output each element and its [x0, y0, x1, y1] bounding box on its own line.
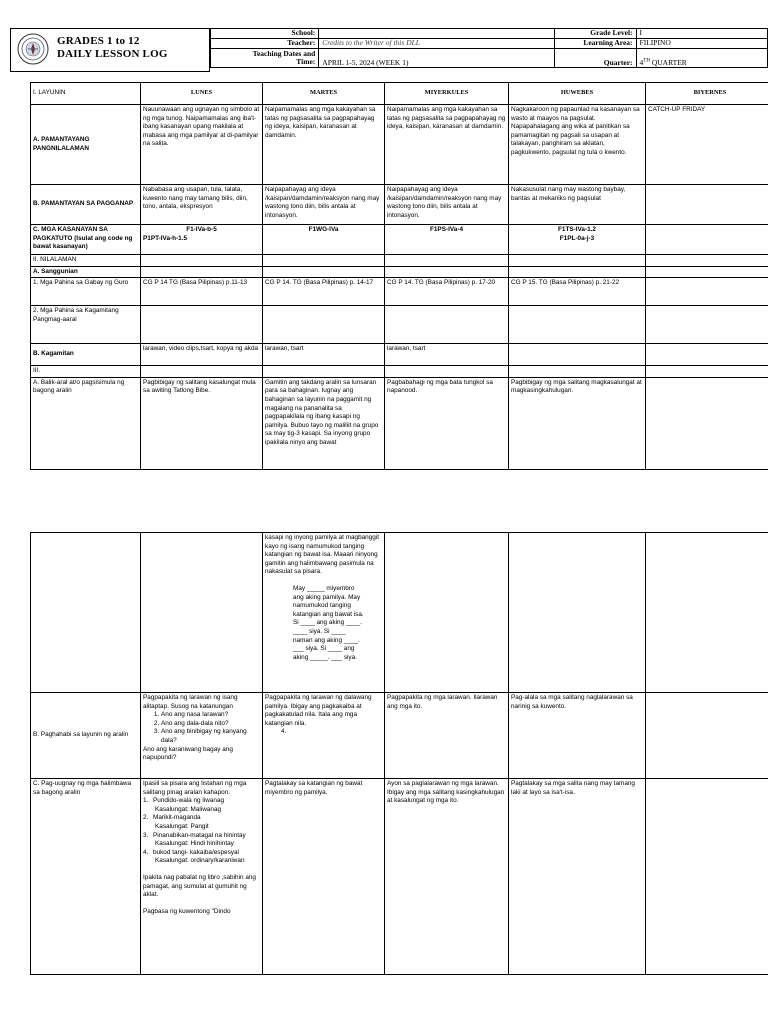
cell-pag-biyernes — [646, 185, 768, 225]
cell-cont-biyernes — [646, 533, 768, 693]
word-number: 3. — [143, 831, 149, 839]
word-number: 1. — [143, 797, 149, 805]
pag-uugnay-lunes-p2: Ipakita nag pabalat ng libro ,sabihin ang pamagat, ang sumulat at gumuhit ng aklat. — [143, 873, 256, 899]
day-lunes: LUNES — [141, 83, 263, 105]
cell-kpm-martes — [263, 306, 385, 344]
pag-uugnay-lunes-intro: Ipasiil sa pisara ang listahan ng mga salitang pinag aralan kahapon. — [143, 780, 247, 796]
cell-gabay-huwebes: CG P 15. TG (Basa Pilipinas) p. 21-22 — [509, 278, 646, 306]
cell-iii-biyernes — [646, 366, 768, 378]
cell-balik-biyernes — [646, 377, 768, 469]
word-opposite: Kasalungat: Maliwanag — [155, 805, 222, 813]
cell-cont-lunes — [141, 533, 263, 693]
fill-line: naman ang aking ____. — [293, 636, 360, 644]
cell-pam-biyernes: CATCH-UP FRIDAY — [646, 105, 768, 185]
cell-kag-martes: larawan, tsart — [263, 344, 385, 366]
cell-nil-huwebes — [509, 255, 646, 267]
balik-aral-label: A. Balik-aral at/o pagsisimula ng bagong aralin — [31, 377, 141, 469]
cell-kpm-lunes — [141, 306, 263, 344]
pamantayan-sa-pagganap-label: B. PAMANTAYAN SA PAGGANAP — [31, 185, 141, 225]
learning-area-label: Learning Area: — [554, 39, 636, 49]
kagamitan-label: B. Kagamitan — [31, 344, 141, 366]
cell-kpm-biyernes — [646, 306, 768, 344]
fill-in-template — [265, 585, 382, 662]
teacher-label: Teacher: — [211, 39, 319, 49]
day-biyernes: BIYERNES — [646, 83, 768, 105]
quarter-suffix: TH — [643, 58, 650, 63]
fill-line: Si ____ ang aking ____. — [293, 619, 362, 627]
learning-area-value: FILIPINO — [636, 39, 767, 49]
cell-pag-uugnay-lunes — [141, 779, 263, 975]
cell-gabay-martes: CG P 14. TG (Basa Pilipinas) p. 14-17 — [263, 278, 385, 306]
cell-cont-martes — [263, 533, 385, 693]
fill-line: katangian ang bawat isa. — [293, 610, 364, 618]
fill-line: aking _____. ___ siya. — [293, 653, 357, 661]
cell-sang-miyerkules — [385, 266, 509, 278]
paghahabi-martes-num: 4. — [281, 728, 287, 736]
cell-pam-martes: Naipamamalas ang mga kakayahan sa tatas ng pagsasalita sa pagpapahayag ng ideya, kaisipan, karanasan at damdamin. — [263, 105, 385, 185]
paghahabi-lunes-end: Ano ang karaniwang bagay ang napupundi? — [143, 745, 233, 762]
cell-pam-miyerkules: Naipamamalas ang mga kakayahan sa tatas ng pagsasalita sa pagpapahayag ng ideya, kaisipan, karanasan at damdamin. — [385, 105, 509, 185]
day-martes: MARTES — [263, 83, 385, 105]
cell-paghahabi-lunes — [141, 693, 263, 779]
quarter-label: Quarter: — [554, 49, 636, 68]
cell-sang-lunes — [141, 266, 263, 278]
word-text: bukod tangi- kakaiba/espesyal — [153, 848, 239, 856]
cell-kpm-huwebes — [509, 306, 646, 344]
deped-seal-icon — [17, 33, 49, 65]
header-info-table — [210, 28, 768, 68]
title-line-1: GRADES 1 to 12 — [57, 35, 140, 47]
paghahabi-label: B. Paghahabi sa layunin ng aralin — [31, 693, 141, 779]
word-opposite: Kasalungat: ordinary/karaniwan — [155, 857, 245, 865]
cell-pag-huwebes: Nakasusulat nang may wastong baybay, bantas at mekaniks ng pagsulat — [509, 185, 646, 225]
cell-nil-miyerkules — [385, 255, 509, 267]
word-item — [143, 814, 260, 823]
cell-iii-miyerkules — [385, 366, 509, 378]
layunin-heading: I. LAYUNIN — [31, 83, 141, 105]
fill-line: ___ siya. Si ____ ang — [293, 645, 355, 653]
school-value — [319, 29, 555, 39]
pag-uugnay-lunes-p3: Pagbasa ng kuwentong "Dindo — [143, 907, 231, 915]
cell-nil-lunes — [141, 255, 263, 267]
cell-pag-uugnay-huwebes: Pagtalakay sa mga salita nang may tamang laki at layo sa isa't-isa. — [509, 779, 646, 975]
cell-pag-uugnay-martes: Pagtalakay sa katangian ng bawat miyembro ng pamilya. — [263, 779, 385, 975]
word-item — [143, 832, 260, 841]
cell-iii-martes — [263, 366, 385, 378]
teaching-dates-label — [211, 49, 319, 68]
cell-pag-martes: Naipapahayag ang ideya /kaisipan/damdamin/reaksyon nang may wastong tono diin, bilis antala at intonasyon. — [263, 185, 385, 225]
cell-nil-biyernes — [646, 255, 768, 267]
word-text: Marikit-maganda — [153, 814, 201, 822]
title-line-2: DAILY LESSON LOG — [57, 48, 168, 60]
nilalaman-label: II. NILALAMAN — [31, 255, 141, 267]
grade-level-label: Grade Level: — [554, 29, 636, 39]
cell-kag-miyerkules: larawan, tsart — [385, 344, 509, 366]
header — [10, 28, 768, 72]
cell-sang-biyernes — [646, 266, 768, 278]
cell-sang-martes — [263, 266, 385, 278]
word-text: Pinanabikan-matagal na hinintay — [153, 831, 246, 839]
paghahabi-lunes-intro: Pagpapakita ng larawan ng isang alitaptap. Susog na katanungan — [143, 694, 238, 710]
lesson-table-1 — [30, 82, 768, 470]
code-huwebes-1: F1TS-IVa-1.2 — [557, 226, 596, 233]
word-item — [143, 849, 260, 858]
cell-balik-lunes: Pagbibigay ng salitang kasalungat mula sa awiting Tatlong Bibe. — [141, 377, 263, 469]
word-list — [143, 797, 260, 866]
code-lunes-1: F1-IVa-b-5 — [186, 226, 217, 233]
pamantayang-pangnilalaman-label: A. PAMANTAYANG PANGNILALAMAN — [31, 105, 141, 185]
cell-kag-lunes: larawan, video clips,tsart, kopya ng akda — [141, 344, 263, 366]
word-item — [143, 797, 260, 806]
cell-gabay-miyerkules: CG P 14. TG (Basa Pilipinas) p. 17-20 — [385, 278, 509, 306]
cell-balik-huwebes: Pagbibigay ng mga salitang magkasalungat at magkasingkahulugan. — [509, 377, 646, 469]
cell-balik-miyerkules: Pagbabahagi ng mga bata tungkol sa napanood. — [385, 377, 509, 469]
school-label: School: — [211, 29, 319, 39]
martes-continuation-text: kasapi ng inyong pamilya at magbanggit kayo ng isang namumukod tanging katangian ng bawat isa. Maaari ninyong gamitin ang halimbawang pasimula na nakasulat sa pisara. — [265, 534, 380, 576]
quarter-value — [636, 49, 767, 68]
gabay-ng-guro-label: 1. Mga Pahina sa Gabay ng Guro — [31, 278, 141, 306]
day-huwebes: HUWEBES — [509, 83, 646, 105]
grade-level-value: I — [636, 29, 767, 39]
fill-line: ang aking pamilya. May — [293, 593, 361, 601]
code-lunes-2: P1PT-IVa-h-1.5 — [143, 234, 188, 242]
lesson-table-2 — [30, 532, 768, 975]
question-item: 1. Ano ang nasa larawan? — [161, 711, 260, 720]
teaching-dates-label-2: Time: — [296, 57, 316, 66]
word-opposite: Kasalungat: Hindi hinihintay — [155, 840, 234, 848]
cell-pam-huwebes: Nagkakaroon ng papaunlad na kasanayan sa wasto at maayos na pagsulat. Napapahalagang ang wika at panitikan sa pamamagitan ng pagsali sa usapan at talakayan, panghiram sa aklatan, pagkukwento, pagsulat ng tula o kwento. — [509, 105, 646, 185]
word-opposite: Kasalungat: Pangit — [155, 822, 209, 830]
kasanayan-label: C. MGA KASANAYAN SA PAGKATUTO (Isulat ang code ng bawat kasanayan) — [31, 225, 141, 255]
word-number: 2. — [143, 814, 149, 822]
cell-paghahabi-martes — [263, 693, 385, 779]
word-text: Pundido-wala ng liwanag — [153, 797, 225, 805]
cell-balik-martes: Gamitin ang takdang aralin sa lunsaran para sa bahaginan. Iugnay ang bahaginan sa layunin na paggamit ng magalang na pananalita sa pagpapakilala ng ibang kasapi ng pamilya. Bubuo tayo ng maliliit na grupo sa may tig-3 kasapi. Sa inyong grupo ipakilala ninyo ang bawat — [263, 377, 385, 469]
code-huwebes-2: F1PL-0a-j-3 — [559, 234, 595, 242]
cell-paghahabi-biyernes — [646, 693, 768, 779]
cell-pag-lunes: Nababasa ang usapan, tula, talata, kuwento nang may tamang bilis, diin, tono, antala, ekspresyon — [141, 185, 263, 225]
cell-kag-huwebes — [509, 344, 646, 366]
cell-iii-huwebes — [509, 366, 646, 378]
cell-pag-uugnay-miyerkules: Ayon sa paglalarawan ng mga larawan. Ibigay ang mga salitang kasingkahulugan at kasalungat ng mga ito. — [385, 779, 509, 975]
section-iii-label: III. — [31, 366, 141, 378]
cell-kag-biyernes — [646, 344, 768, 366]
sanggunian-label: A. Sanggunian — [31, 266, 141, 278]
pag-uugnay-label: C. Pag-uugnay ng mga halimbawa sa bagong aralin — [31, 779, 141, 975]
logo-box — [10, 28, 210, 72]
cell-kas-biyernes — [646, 225, 768, 255]
kagamitang-pangmag-aaral-label: 2. Mga Pahina sa Kagamitang Pangmag-aaral — [31, 306, 141, 344]
quarter-text: 4TH QUARTER — [639, 57, 687, 67]
cell-cont-huwebes — [509, 533, 646, 693]
cell-cont-miyerkules — [385, 533, 509, 693]
cell-gabay-lunes: CG P 14 TG (Basa Pilipinas) p.11-13 — [141, 278, 263, 306]
cell-kas-lunes — [141, 225, 263, 255]
cell-pam-lunes: Nauunawaan ang ugnayan ng simbolo at ng mga tunog. Naipamamalas ang iba't-ibang kasanayan upang makilala at mabasa ang mga pamilyar at di-pamilyar na salita. — [141, 105, 263, 185]
fill-line: namumukod tanging — [293, 602, 351, 610]
cell-gabay-biyernes — [646, 278, 768, 306]
cell-pag-miyerkules: Naipapahayag ang ideya /kaisipan/damdamin/reaksyon nang may wastong tono diin, bilis antala at intonasyon. — [385, 185, 509, 225]
paghahabi-martes-text: Pagpapakita ng larawan ng dalawang pamilya. Ibigay ang pagkakaiba at pagkakatulad nila. Itala ang mga katangian nila. — [265, 694, 372, 727]
teacher-value: Credits to the Writer of this DLL — [319, 39, 555, 49]
cell-cont-label — [31, 533, 141, 693]
cell-nil-martes — [263, 255, 385, 267]
question-item: 2. Ano ang dala-dala nito? — [161, 720, 260, 729]
fill-line: ____ siya. Si ____ — [293, 627, 346, 635]
question-item: 3. Ano ang binibigay ng kanyang dala? — [161, 728, 260, 745]
fill-line: May _____ miyembro — [293, 584, 355, 592]
teaching-dates-label-1: Teaching Dates and — [252, 48, 316, 58]
paghahabi-question-list — [143, 711, 260, 745]
cell-kas-huwebes — [509, 225, 646, 255]
cell-paghahabi-huwebes: Pag-alala sa mga salitang naglalarawan sa narinig sa kuwento. — [509, 693, 646, 779]
cell-iii-lunes — [141, 366, 263, 378]
cell-kas-martes: F1WG-IVa — [263, 225, 385, 255]
cell-kas-miyerkules: F1PS-IVa-4 — [385, 225, 509, 255]
day-miyerkules: MIYERKULES — [385, 83, 509, 105]
teaching-dates-value: APRIL 1-5, 2024 (WEEK 1) — [319, 49, 555, 68]
cell-sang-huwebes — [509, 266, 646, 278]
document-title — [57, 35, 168, 61]
cell-kpm-miyerkules — [385, 306, 509, 344]
cell-paghahabi-miyerkules: Pagpapakita ng mga larawan. Ilarawan ang mga ito. — [385, 693, 509, 779]
word-number: 4. — [143, 848, 149, 856]
cell-pag-uugnay-biyernes — [646, 779, 768, 975]
